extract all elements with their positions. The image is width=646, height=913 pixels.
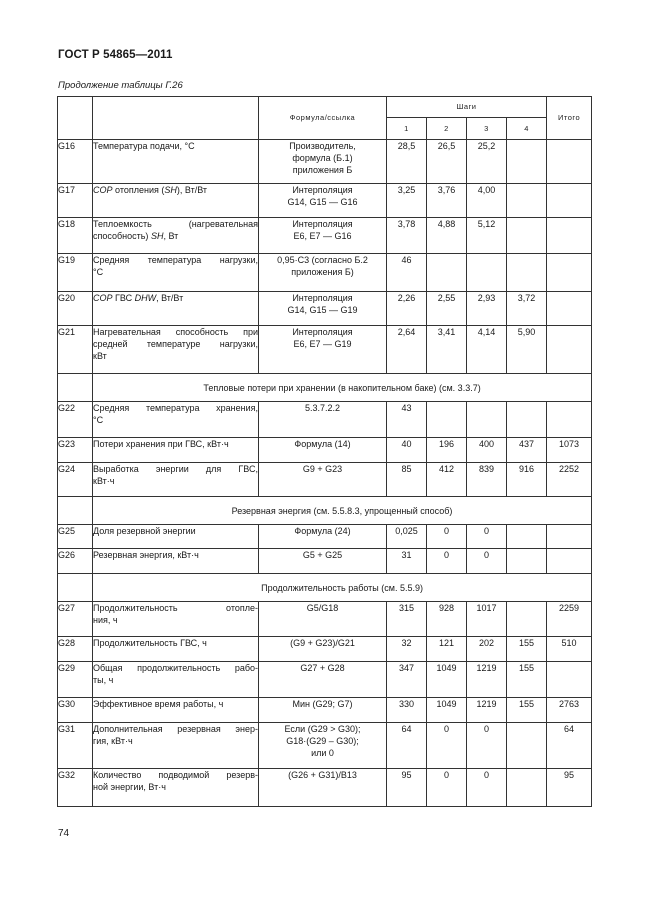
row-formula: [259, 254, 387, 292]
step-value: [507, 525, 547, 549]
table-row: [58, 292, 592, 326]
step-value: [427, 254, 467, 292]
table-row: [58, 463, 592, 497]
step-value: [507, 549, 547, 574]
desc-text: , Вт: [163, 231, 179, 241]
total-value: [547, 326, 592, 374]
row-description: [93, 402, 259, 438]
row-formula: (G9 + G23)/G21: [259, 637, 387, 662]
desc-italic: SH: [164, 185, 177, 195]
desc-line: гия, кВт·ч: [93, 736, 133, 746]
total-value: 2252: [547, 463, 592, 497]
step-value: [507, 769, 547, 807]
step-value: 916: [507, 463, 547, 497]
step-value: 25,2: [467, 140, 507, 184]
row-formula: Формула (14): [259, 438, 387, 463]
data-table: [57, 96, 592, 807]
step-value: 3,76: [427, 184, 467, 218]
desc-italic: COP: [93, 293, 113, 303]
formula-line: Интерполяция: [292, 185, 353, 195]
desc-line: средней температуре нагрузки,: [93, 339, 258, 349]
row-code: G22: [58, 402, 93, 438]
step-value: 46: [387, 254, 427, 292]
desc-line: ния, ч: [93, 615, 118, 625]
formula-line: G14, G15 — G19: [287, 305, 358, 315]
step-value: [467, 254, 507, 292]
step-value: 3,72: [507, 292, 547, 326]
page-number: 74: [58, 828, 70, 839]
total-value: [547, 218, 592, 254]
row-description: Эффективное время работы, ч: [93, 698, 259, 723]
step-value: 3,78: [387, 218, 427, 254]
step-value: 1219: [467, 698, 507, 723]
step-value: 1049: [427, 662, 467, 698]
desc-line: Нагревательная способность при: [93, 327, 258, 337]
total-value: 64: [547, 723, 592, 769]
header-step-2: 2: [427, 118, 467, 140]
row-description: [93, 723, 259, 769]
row-formula: 5.3.7.2.2: [259, 402, 387, 438]
step-value: 155: [507, 698, 547, 723]
step-value: 2,26: [387, 292, 427, 326]
desc-italic: DHW: [134, 293, 157, 303]
formula-line: приложения Б: [292, 165, 353, 175]
formula-line: Производитель,: [289, 141, 356, 151]
step-value: 31: [387, 549, 427, 574]
step-value: 0: [467, 549, 507, 574]
header-step-4: 4: [507, 118, 547, 140]
row-description: [93, 602, 259, 637]
step-value: 155: [507, 637, 547, 662]
total-value: 1073: [547, 438, 592, 463]
total-value: [547, 549, 592, 574]
desc-line: Количество подводимой резерв-: [93, 770, 258, 780]
step-value: [507, 254, 547, 292]
step-value: 32: [387, 637, 427, 662]
total-value: 510: [547, 637, 592, 662]
row-code: G25: [58, 525, 93, 549]
total-value: 95: [547, 769, 592, 807]
desc-line: Выработка энергии для ГВС,: [93, 464, 258, 474]
desc-line: Общая продолжительность рабо-: [93, 663, 258, 673]
step-value: 40: [387, 438, 427, 463]
row-description: Доля резервной энергии: [93, 525, 259, 549]
desc-line: Продолжительность отопле-: [93, 603, 258, 613]
table-row: [58, 140, 592, 184]
table-row: [58, 254, 592, 292]
row-code: G30: [58, 698, 93, 723]
table-row: [58, 698, 592, 723]
section-row: [58, 374, 592, 402]
formula-line: формула (Б.1): [292, 153, 353, 163]
step-value: 0: [427, 769, 467, 807]
row-code: G31: [58, 723, 93, 769]
step-value: 1017: [467, 602, 507, 637]
step-value: 95: [387, 769, 427, 807]
header-step-1: 1: [387, 118, 427, 140]
step-value: 4,00: [467, 184, 507, 218]
formula-line: Интерполяция: [292, 293, 353, 303]
header-parameter: [93, 97, 259, 140]
desc-text: отопления (: [112, 185, 165, 195]
desc-text: ), Вт/Вт: [176, 185, 208, 195]
row-code: G26: [58, 549, 93, 574]
step-value: 5,90: [507, 326, 547, 374]
section-title-reserve-energy: Резервная энергия (см. 5.5.8.3, упрощенный способ): [93, 497, 592, 525]
row-description: Продолжительность ГВС, ч: [93, 637, 259, 662]
step-value: 2,64: [387, 326, 427, 374]
section-row: [58, 497, 592, 525]
formula-line: приложения Б): [291, 267, 354, 277]
step-value: 4,88: [427, 218, 467, 254]
formula-line: Е6, Е7 — G19: [293, 339, 352, 349]
formula-line: или 0: [311, 748, 334, 758]
row-formula: [259, 326, 387, 374]
desc-line: Средняя температура хранения,: [93, 403, 258, 413]
header-formula: Формула/ссылка: [259, 97, 387, 140]
step-value: [507, 140, 547, 184]
step-value: [507, 184, 547, 218]
desc-line: ной энергии, Вт·ч: [93, 782, 166, 792]
step-value: 412: [427, 463, 467, 497]
desc-line: кВт·ч: [93, 476, 115, 486]
step-value: 196: [427, 438, 467, 463]
desc-text: ГВС: [112, 293, 135, 303]
row-code: G32: [58, 769, 93, 807]
total-value: [547, 292, 592, 326]
row-description: Потери хранения при ГВС, кВт·ч: [93, 438, 259, 463]
step-value: 0: [427, 549, 467, 574]
row-formula: [259, 140, 387, 184]
formula-line: Интерполяция: [292, 327, 353, 337]
step-value: [507, 723, 547, 769]
row-description: [93, 769, 259, 807]
step-value: 0: [427, 525, 467, 549]
step-value: 3,25: [387, 184, 427, 218]
desc-line: °С: [93, 415, 104, 425]
table-row: [58, 525, 592, 549]
step-value: 0,025: [387, 525, 427, 549]
row-description: [93, 463, 259, 497]
row-description: [93, 292, 259, 326]
row-formula: G5 + G25: [259, 549, 387, 574]
row-formula: [259, 184, 387, 218]
step-value: 347: [387, 662, 427, 698]
row-code: G18: [58, 218, 93, 254]
total-value: [547, 184, 592, 218]
step-value: 330: [387, 698, 427, 723]
total-value: 2259: [547, 602, 592, 637]
header-code: [58, 97, 93, 140]
row-formula: Формула (24): [259, 525, 387, 549]
desc-text: способность): [93, 231, 151, 241]
desc-line: ты, ч: [93, 675, 114, 685]
table-row: [58, 438, 592, 463]
table-row: [58, 326, 592, 374]
step-value: 43: [387, 402, 427, 438]
row-code: G19: [58, 254, 93, 292]
step-value: 928: [427, 602, 467, 637]
step-value: 0: [467, 525, 507, 549]
desc-line: Дополнительная резервная энер-: [93, 724, 258, 734]
row-formula: [259, 218, 387, 254]
row-formula: Мин (G29; G7): [259, 698, 387, 723]
row-code: G24: [58, 463, 93, 497]
desc-text: , Вт/Вт: [156, 293, 184, 303]
step-value: 839: [467, 463, 507, 497]
desc-italic: COP: [93, 185, 113, 195]
step-value: [467, 402, 507, 438]
table-row: [58, 402, 592, 438]
table-row: [58, 769, 592, 807]
step-value: 121: [427, 637, 467, 662]
table-row: [58, 662, 592, 698]
table-row: [58, 549, 592, 574]
step-value: 400: [467, 438, 507, 463]
row-code: G16: [58, 140, 93, 184]
step-value: [427, 402, 467, 438]
step-value: 64: [387, 723, 427, 769]
formula-line: G14, G15 — G16: [287, 197, 358, 207]
step-value: 85: [387, 463, 427, 497]
step-value: [507, 218, 547, 254]
total-value: [547, 140, 592, 184]
header-step-3: 3: [467, 118, 507, 140]
step-value: 0: [467, 769, 507, 807]
row-code: G21: [58, 326, 93, 374]
formula-line: Если (G29 > G30);: [284, 724, 361, 734]
step-value: 2,93: [467, 292, 507, 326]
step-value: 2,55: [427, 292, 467, 326]
table-row: [58, 184, 592, 218]
step-value: 28,5: [387, 140, 427, 184]
table-caption: Продолжение таблицы Г.26: [58, 80, 183, 91]
step-value: 437: [507, 438, 547, 463]
row-code: G23: [58, 438, 93, 463]
row-code: G27: [58, 602, 93, 637]
row-formula: G9 + G23: [259, 463, 387, 497]
section-title-storage-losses: Тепловые потери при хранении (в накопительном баке) (см. 3.3.7): [93, 374, 592, 402]
step-value: 0: [467, 723, 507, 769]
row-code: G17: [58, 184, 93, 218]
table-row: [58, 218, 592, 254]
formula-line: Е6, Е7 — G16: [293, 231, 352, 241]
row-formula: G5/G18: [259, 602, 387, 637]
row-formula: [259, 723, 387, 769]
step-value: 1049: [427, 698, 467, 723]
total-value: [547, 402, 592, 438]
section-title-operating-time: Продолжительность работы (см. 5.5.9): [93, 574, 592, 602]
row-description: Температура подачи, °С: [93, 140, 259, 184]
desc-line: °С: [93, 267, 104, 277]
step-value: 315: [387, 602, 427, 637]
row-formula: G27 + G28: [259, 662, 387, 698]
total-value: [547, 662, 592, 698]
step-value: 155: [507, 662, 547, 698]
document-header: ГОСТ Р 54865—2011: [58, 49, 173, 61]
header-steps: Шаги: [387, 97, 547, 118]
desc-line: Теплоемкость (нагревательная: [93, 219, 258, 229]
row-formula: (G26 + G31)/B13: [259, 769, 387, 807]
row-description: [93, 326, 259, 374]
section-row: [58, 574, 592, 602]
total-value: [547, 525, 592, 549]
step-value: 5,12: [467, 218, 507, 254]
row-description: [93, 254, 259, 292]
total-value: 2763: [547, 698, 592, 723]
step-value: [507, 402, 547, 438]
step-value: 202: [467, 637, 507, 662]
desc-italic: SH: [150, 231, 164, 241]
desc-line: Средняя температура нагрузки,: [93, 255, 258, 265]
formula-line: 0,95·С3 (согласно Б.2: [277, 255, 368, 265]
total-value: [547, 254, 592, 292]
row-description: [93, 218, 259, 254]
table-row: [58, 723, 592, 769]
row-description: [93, 662, 259, 698]
row-description: [93, 184, 259, 218]
desc-line: кВт: [93, 351, 107, 361]
step-value: 0: [427, 723, 467, 769]
row-code: G28: [58, 637, 93, 662]
step-value: 4,14: [467, 326, 507, 374]
header-total: Итого: [547, 97, 592, 140]
step-value: 26,5: [427, 140, 467, 184]
table-row: [58, 637, 592, 662]
row-code: G20: [58, 292, 93, 326]
step-value: 3,41: [427, 326, 467, 374]
row-description: Резервная энергия, кВт·ч: [93, 549, 259, 574]
row-code: G29: [58, 662, 93, 698]
formula-line: G18·(G29 – G30);: [286, 736, 359, 746]
row-formula: [259, 292, 387, 326]
formula-line: Интерполяция: [292, 219, 353, 229]
table-row: [58, 602, 592, 637]
step-value: [507, 602, 547, 637]
step-value: 1219: [467, 662, 507, 698]
